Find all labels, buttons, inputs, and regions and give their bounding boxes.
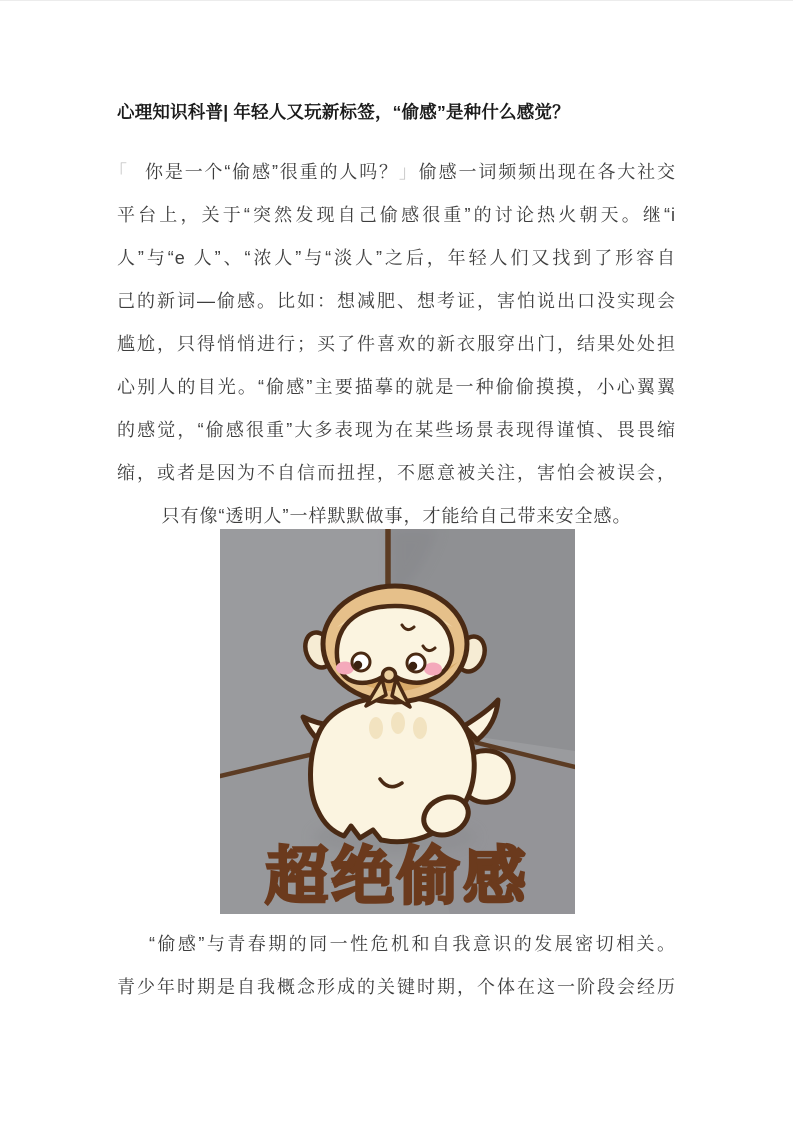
text-line-10: “偷感”与青春期的同一性危机和自我意识的发展密切相关。 bbox=[149, 934, 676, 954]
text-line-6: 心别人的目光。“偷感”主要描摹的就是一种偷偷摸摸，小心翼翼 bbox=[117, 377, 676, 397]
text-line-9: 只有像“透明人”一样默默做事，才能给自己带来安全感。 bbox=[161, 506, 632, 526]
paragraph-2 bbox=[117, 923, 676, 1009]
text-line-3: 人”与“e 人”、“浓人”与“淡人”之后，年轻人们又找到了形容自 bbox=[117, 248, 676, 268]
text-line-11: 青少年时期是自我概念形成的关键时期，个体在这一阶段会经历 bbox=[117, 977, 676, 997]
article-title: 心理知识科普| 年轻人又玩新标签，“偷感”是种什么感觉？ bbox=[117, 102, 570, 122]
text-run: 偷感一词频频出现在各大社交 bbox=[418, 162, 677, 182]
caption-text: 超绝偷感 bbox=[265, 842, 529, 912]
right-cheek bbox=[424, 663, 442, 676]
text-line-4: 己的新词—偷感。比如：想减肥、想考证，害怕说出口没实现会 bbox=[117, 291, 676, 311]
paragraph-1 bbox=[109, 151, 677, 538]
sticker-image bbox=[220, 529, 575, 914]
text-line-1 bbox=[109, 151, 677, 194]
text-line-8: 缩，或者是因为不自信而扭捏，不愿意被关注，害怕会被误会， bbox=[117, 463, 676, 483]
comment-bracket-open: 「 bbox=[109, 162, 128, 182]
highlighted-sentence: 你是一个“偷感”很重的人吗？ bbox=[145, 162, 399, 182]
comment-bracket-close: 」 bbox=[398, 162, 419, 182]
text-line-2: 平台上，关于“突然发现自己偷感很重”的讨论热火朝天。继“i bbox=[117, 205, 676, 225]
text-line-7: 的感觉，“偷感很重”大多表现为在某些场景表现得谨慎、畏畏缩 bbox=[117, 420, 676, 440]
text-line-5: 尴尬，只得悄悄进行；买了件喜欢的新衣服穿出门，结果处处担 bbox=[117, 334, 676, 354]
